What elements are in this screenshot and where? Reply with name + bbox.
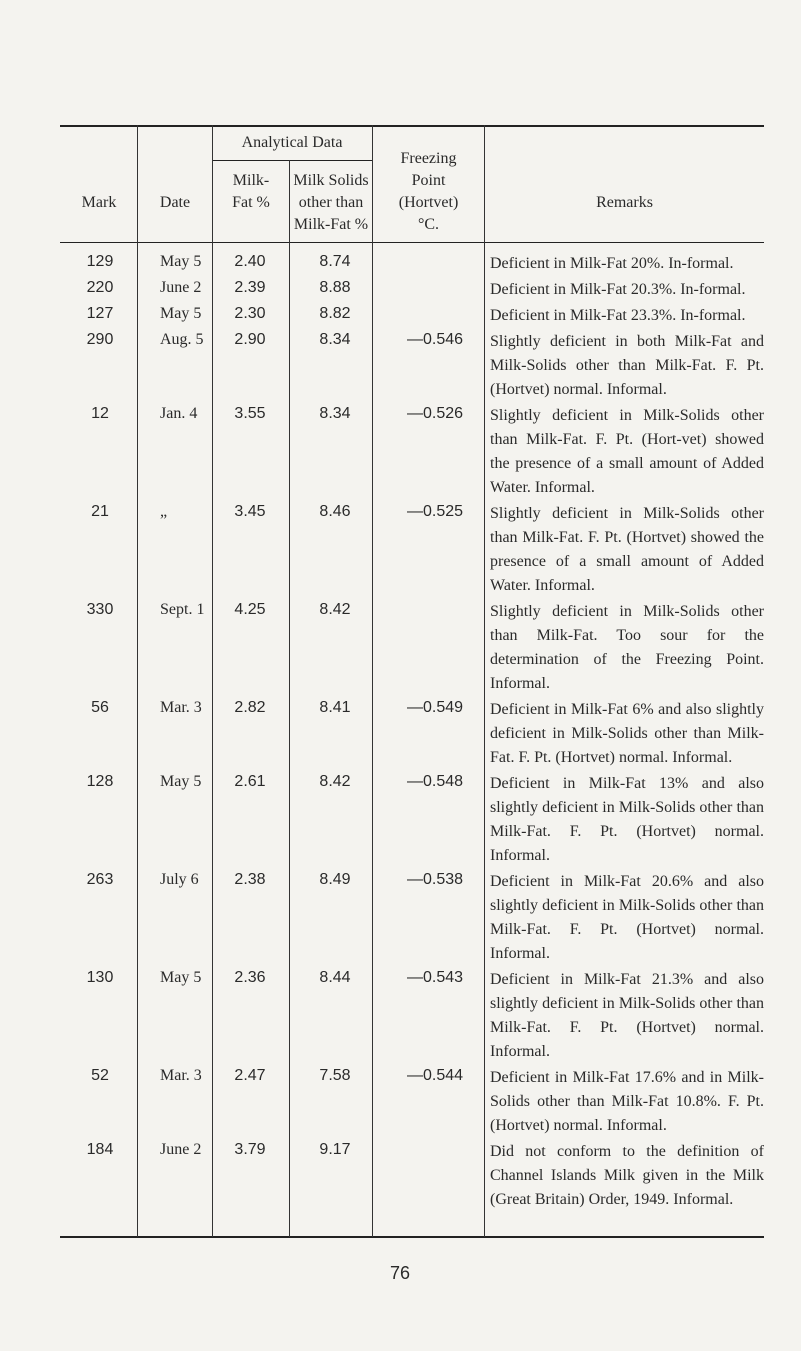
- freezing-point-cell: —0.549: [406, 699, 464, 716]
- remarks-cell: Deficient in Milk-Fat 20.6% and also slightly deficient in Milk-Solids other than Milk-Fat. F. Pt. (Hortvet) normal. Informal.: [490, 873, 764, 962]
- table-row: [0, 328, 801, 402]
- table-row: [0, 500, 801, 598]
- milk-fat-cell: 2.39: [234, 279, 266, 296]
- table-row: [0, 598, 801, 696]
- date-cell: May 5: [160, 773, 202, 790]
- remarks-cell: Slightly deficient in Milk-Solids other than Milk-Fat. F. Pt. (Hort-vet) showed the presence of a small amount of Added Water. Informal.: [490, 407, 764, 496]
- mark-cell: 56: [91, 699, 109, 716]
- table-row: [0, 250, 801, 276]
- mark-cell: 263: [86, 871, 114, 888]
- milk-fat-cell: 2.36: [234, 969, 266, 986]
- date-cell: Mar. 3: [160, 1067, 202, 1084]
- analytical-subheader-rule: [212, 160, 372, 161]
- milk-solids-cell: 8.34: [319, 405, 351, 422]
- remarks-cell: Deficient in Milk-Fat 21.3% and also slightly deficient in Milk-Solids other than Milk-Fat. F. Pt. (Hortvet) normal. Informal.: [490, 971, 764, 1060]
- milk-solids-cell: 8.42: [319, 773, 351, 790]
- remarks-cell: Deficient in Milk-Fat 20.3%. In-formal.: [490, 281, 746, 298]
- milk-fat-cell: 3.55: [234, 405, 266, 422]
- date-cell: May 5: [160, 305, 202, 322]
- milk-fat-cell: 2.40: [234, 253, 266, 270]
- milk-solids-cell: 8.82: [319, 305, 351, 322]
- mark-cell: 21: [91, 503, 109, 520]
- remarks-cell: Slightly deficient in Milk-Solids other than Milk-Fat. F. Pt. (Hortvet) showed the presence of a small amount of Added Water. Informal.: [490, 505, 764, 594]
- header-date: Date: [159, 194, 191, 211]
- header-milk-fat: Milk- Fat %: [232, 172, 270, 211]
- table-row: [0, 1138, 801, 1212]
- milk-solids-cell: 8.42: [319, 601, 351, 618]
- mark-cell: 128: [86, 773, 114, 790]
- milk-fat-cell: 2.38: [234, 871, 266, 888]
- date-cell: May 5: [160, 969, 202, 986]
- header-remarks: Remarks: [596, 194, 653, 211]
- milk-solids-cell: 7.58: [319, 1067, 351, 1084]
- mark-cell: 290: [86, 331, 114, 348]
- header-mark: Mark: [81, 194, 117, 211]
- milk-solids-cell: 8.41: [319, 699, 351, 716]
- table-row: [0, 302, 801, 328]
- milk-fat-cell: 4.25: [234, 601, 266, 618]
- milk-solids-cell: 8.74: [319, 253, 351, 270]
- remarks-cell: Deficient in Milk-Fat 23.3%. In-formal.: [490, 307, 746, 324]
- freezing-point-cell: —0.525: [406, 503, 464, 520]
- milk-solids-cell: 8.46: [319, 503, 351, 520]
- milk-solids-cell: 8.88: [319, 279, 351, 296]
- date-cell: Jan. 4: [160, 405, 198, 422]
- table-row: [0, 1064, 801, 1138]
- mark-cell: 127: [86, 305, 114, 322]
- mark-cell: 184: [86, 1141, 114, 1158]
- header-analytical-data: Analytical Data: [241, 134, 343, 151]
- table-row: [0, 770, 801, 868]
- freezing-point-cell: —0.543: [406, 969, 464, 986]
- milk-fat-cell: 2.30: [234, 305, 266, 322]
- mark-cell: 129: [86, 253, 114, 270]
- mark-cell: 52: [91, 1067, 109, 1084]
- header-freezing-point: Freezing Point (Hortvet) °C.: [398, 150, 459, 233]
- milk-fat-cell: 3.79: [234, 1141, 266, 1158]
- remarks-cell: Did not conform to the definition of Channel Islands Milk given in the Milk (Great Britain) Order, 1949. Informal.: [490, 1143, 764, 1208]
- date-cell: June 2: [160, 1141, 202, 1158]
- date-cell: May 5: [160, 253, 202, 270]
- remarks-cell: Deficient in Milk-Fat 13% and also slightly deficient in Milk-Solids other than Milk-Fat. F. Pt. (Hortvet) normal. Informal.: [490, 775, 764, 864]
- table-row: [0, 966, 801, 1064]
- mark-cell: 220: [86, 279, 114, 296]
- date-cell: June 2: [160, 279, 202, 296]
- freezing-point-cell: —0.546: [406, 331, 464, 348]
- freezing-point-cell: —0.526: [406, 405, 464, 422]
- milk-fat-cell: 2.90: [234, 331, 266, 348]
- header-milk-solids: Milk Solids other than Milk-Fat %: [293, 172, 369, 233]
- table-row: [0, 696, 801, 770]
- mark-cell: 330: [86, 601, 114, 618]
- remarks-cell: Slightly deficient in Milk-Solids other than Milk-Fat. Too sour for the determination of the Freezing Point. Informal.: [490, 603, 764, 692]
- milk-fat-cell: 2.47: [234, 1067, 266, 1084]
- page-number: 76: [389, 1263, 411, 1283]
- date-cell: Sept. 1: [160, 601, 205, 618]
- date-cell: July 6: [160, 871, 199, 888]
- remarks-cell: Slightly deficient in both Milk-Fat and Milk-Solids other than Milk-Fat. F. Pt. (Hortvet) normal. Informal.: [490, 333, 764, 398]
- milk-fat-cell: 3.45: [234, 503, 266, 520]
- freezing-point-cell: —0.538: [406, 871, 464, 888]
- remarks-cell: Deficient in Milk-Fat 17.6% and in Milk-Solids other than Milk-Fat 10.8%. F. Pt. (Hortvet) normal. Informal.: [490, 1069, 764, 1134]
- mark-cell: 130: [86, 969, 114, 986]
- date-cell: „: [160, 503, 168, 520]
- milk-solids-cell: 8.34: [319, 331, 351, 348]
- milk-fat-cell: 2.82: [234, 699, 266, 716]
- date-cell: Aug. 5: [160, 331, 204, 348]
- remarks-cell: Deficient in Milk-Fat 20%. In-formal.: [490, 255, 734, 272]
- remarks-cell: Deficient in Milk-Fat 6% and also slightly deficient in Milk-Solids other than Milk-Fat. F. Pt. (Hortvet) normal. Informal.: [490, 701, 764, 766]
- table-row: [0, 402, 801, 500]
- table-top-rule: [60, 125, 764, 127]
- mark-cell: 12: [91, 405, 109, 422]
- table-bottom-rule: [60, 1236, 764, 1238]
- header-bottom-rule: [60, 242, 764, 243]
- table-row: [0, 276, 801, 302]
- milk-solids-cell: 8.44: [319, 969, 351, 986]
- date-cell: Mar. 3: [160, 699, 202, 716]
- milk-solids-cell: 9.17: [319, 1141, 351, 1158]
- milk-fat-cell: 2.61: [234, 773, 266, 790]
- freezing-point-cell: —0.548: [406, 773, 464, 790]
- milk-solids-cell: 8.49: [319, 871, 351, 888]
- freezing-point-cell: —0.544: [406, 1067, 464, 1084]
- table-body: [0, 250, 801, 1212]
- table-row: [0, 868, 801, 966]
